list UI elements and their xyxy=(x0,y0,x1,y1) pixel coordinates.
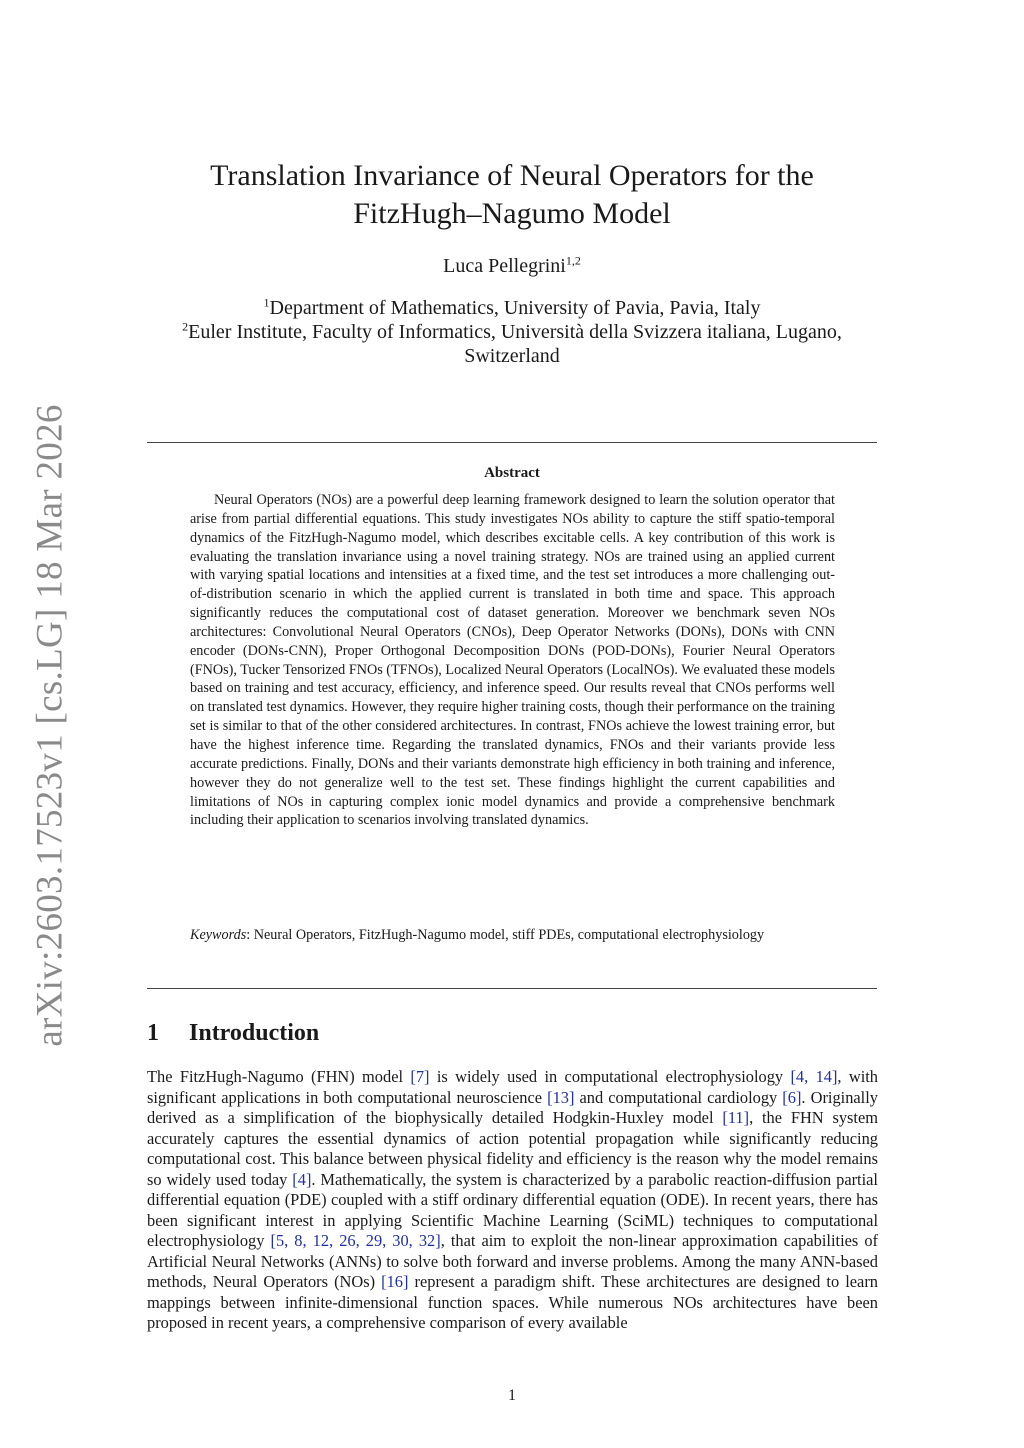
citation-link[interactable]: [5, 8, 12, 26, 29, 30, 32] xyxy=(270,1231,441,1250)
paper-title-line-1: Translation Invariance of Neural Operators for the xyxy=(210,159,814,192)
citation-link[interactable]: [11] xyxy=(722,1108,750,1127)
section-title: Introduction xyxy=(189,1020,320,1046)
citation-link[interactable]: [4] xyxy=(292,1169,312,1189)
section-heading-introduction xyxy=(147,1020,319,1047)
body-text: , that aim to exploit the non-linear approximation capabilities of Artificial Neural Networks (ANNs) to solve both forward and inverse problems. Among the many ANN-based methods, Neural Operators (NOs) xyxy=(147,1231,878,1291)
bottom-divider xyxy=(147,988,877,989)
body-text: . Originally derived as a simplification of the biophysically detailed Hodgkin-Huxley model xyxy=(147,1087,878,1127)
arxiv-identifier-text: arXiv:2603.17523v1 [cs.LG] 18 Mar 2026 xyxy=(29,403,71,1047)
abstract-heading: Abstract xyxy=(484,465,540,481)
page-number: 1 xyxy=(508,1387,516,1404)
abstract-text: Neural Operators (NOs) are a powerful deep learning framework designed to learn the solution operator that arise from partial differential equations. This study investigates NOs ability to capture the stiff spatio-temporal dynamics of the FitzHugh-Nagumo model, which describes excitable cells. A key contribution of this work is evaluating the translation invariance using a novel training strategy. NOs are trained using an applied current with varying spatial locations and intensities at a fixed time, and the test set introduces a more challenging out-of-distribution scenario in which the applied current is translated in both time and space. This approach significantly reduces the computational cost of dataset generation. Moreover we benchmark seven NOs architectures: Convolutional Neural Operators (CNOs), Deep Operator Networks (DONs), DONs with CNN encoder (DONs-CNN), Proper Orthogonal Decomposition DONs (POD-DONs), Fourier Neural Operators (FNOs), Tucker Tensorized FNOs (TFNOs), Localized Neural Operators (LocalNOs). We evaluated these models based on training and test accuracy, efficiency, and inference speed. Our results reveal that CNOs performs well on translated test dynamics. However, they require higher training costs, though their performance on the training set is similar to that of the other considered architectures. In contrast, FNOs achieve the lowest training error, but have the highest inference time. Regarding the translated dynamics, FNOs and their variants provide less accurate predictions. Finally, DONs and their variants demonstrate high efficiency in both training and inference, however they do not generalize well to the test set. These findings highlight the current capabilities and limitations of NOs in capturing complex ionic model dynamics and provide a comprehensive benchmark including their application to scenarios involving translated dynamics. xyxy=(190,492,835,829)
citation-link[interactable]: [4, 14] xyxy=(790,1067,838,1086)
affiliation-2-mark: 2 xyxy=(182,319,189,334)
arxiv-identifier xyxy=(20,403,80,1047)
citation-link[interactable]: [13] xyxy=(547,1087,575,1107)
citation-link[interactable]: [7] xyxy=(410,1067,430,1086)
affiliations xyxy=(140,296,884,368)
citation-link[interactable]: [16] xyxy=(381,1272,409,1291)
paper-title-line-2: FitzHugh–Nagumo Model xyxy=(353,197,671,230)
author-affiliation-marks: 1,2 xyxy=(565,253,581,268)
affiliation-1-text: Department of Mathematics, University of Pavia, Pavia, Italy xyxy=(269,297,761,319)
body-text: represent a paradigm shift. These architectures are designed to learn mappings between infinite-dimensional function spaces. While numerous NOs architectures have been proposed in recent years, a comprehensive comparison of every available xyxy=(147,1272,878,1332)
affiliation-2 xyxy=(140,320,884,368)
affiliation-1-mark: 1 xyxy=(263,295,270,310)
paper-title xyxy=(147,157,877,233)
body-text: and computational cardiology xyxy=(574,1087,783,1107)
body-text: The FitzHugh-Nagumo (FHN) model xyxy=(147,1067,411,1086)
body-text: , the FHN system accurately captures the essential dynamics of action potential propagation while significantly reducing computational cost. This balance between physical fidelity and efficiency is the reason why the model remains so widely used today xyxy=(147,1108,878,1189)
introduction-paragraph xyxy=(147,1067,878,1334)
affiliation-1 xyxy=(140,296,884,320)
keywords xyxy=(190,926,835,945)
top-divider xyxy=(147,442,877,443)
body-text: , with significant applications in both computational neuroscience xyxy=(147,1067,879,1107)
affiliation-2-text: Euler Institute, Faculty of Informatics, Università della Svizzera italiana, Lugano, Switzerland xyxy=(188,321,842,367)
citation-link[interactable]: [6] xyxy=(782,1087,802,1107)
section-number: 1 xyxy=(147,1020,159,1046)
author-name: Luca Pellegrini xyxy=(443,255,566,277)
keywords-label: Keywords xyxy=(190,927,247,943)
body-text: is widely used in computational electrophysiology xyxy=(429,1067,791,1086)
keywords-text: : Neural Operators, FitzHugh-Nagumo model, stiff PDEs, computational electrophysiology xyxy=(246,927,765,943)
body-text: . Mathematically, the system is characterized by a parabolic reaction-diffusion partial differential equation (PDE) coupled with a stiff ordinary differential equation (ODE). In recent years, there has been significant interest in applying Scientific Machine Learning (SciML) techniques to computational electrophysiology xyxy=(147,1169,878,1250)
author xyxy=(147,255,877,278)
